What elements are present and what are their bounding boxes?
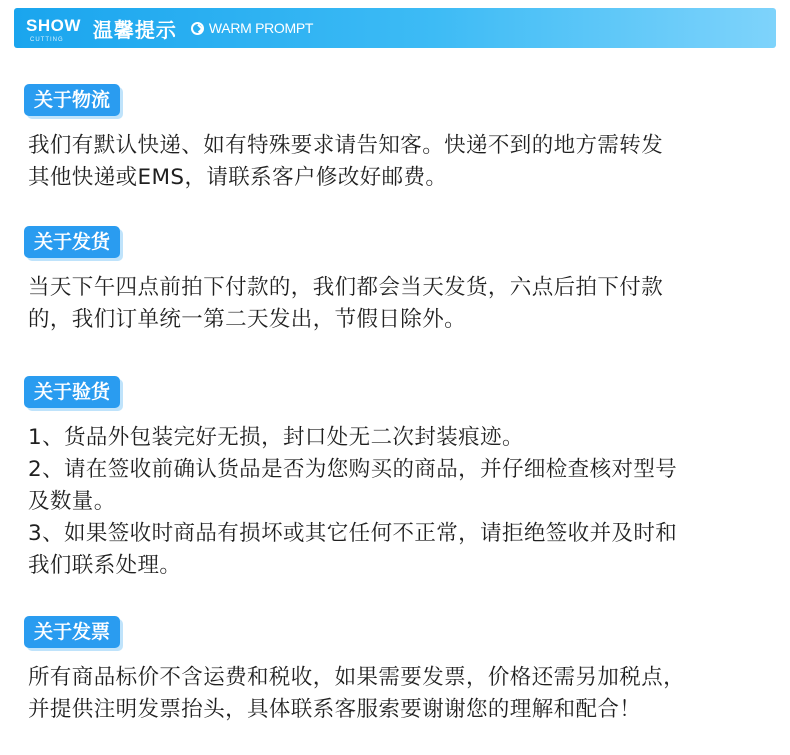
brand-logo-text: SHOW	[26, 16, 81, 35]
header-bar	[0, 0, 790, 54]
section-tag: 关于验货	[24, 376, 120, 408]
section-body: 所有商品标价不含运费和税收，如果需要发票，价格还需另加税点， 并提供注明发票抬头，具体联系客服索要谢谢您的理解和配合！	[28, 665, 686, 722]
page-title: 温馨提示	[92, 17, 177, 42]
check-circle-icon	[191, 22, 204, 35]
brand-subtext: CUTTING	[30, 37, 64, 43]
section-tag: 关于物流	[24, 84, 120, 116]
section-tag: 关于发货	[24, 226, 120, 258]
section-tag: 关于发票	[24, 616, 120, 648]
section-body: 我们有默认快递、如有特殊要求请告知客。快递不到的地方需转发 其他快递或EMS，请联系客户修改好邮费。	[28, 133, 664, 190]
warm-prompt-banner	[14, 8, 776, 48]
section-body: 1、货品外包装完好无损，封口处无二次封装痕迹。 2、请在签收前确认货品是否为您购买的商品，并仔细检查核对型号 及数量。 3、如果签收时商品有损坏或其它任何不正常，请拒绝签收并及时和 我们联系处理。	[28, 425, 678, 578]
section-body: 当天下午四点前拍下付款的，我们都会当天发货，六点后拍下付款 的，我们订单统一第二天发出，节假日除外。	[28, 275, 664, 332]
page-subtitle: WARM PROMPT	[208, 20, 314, 36]
